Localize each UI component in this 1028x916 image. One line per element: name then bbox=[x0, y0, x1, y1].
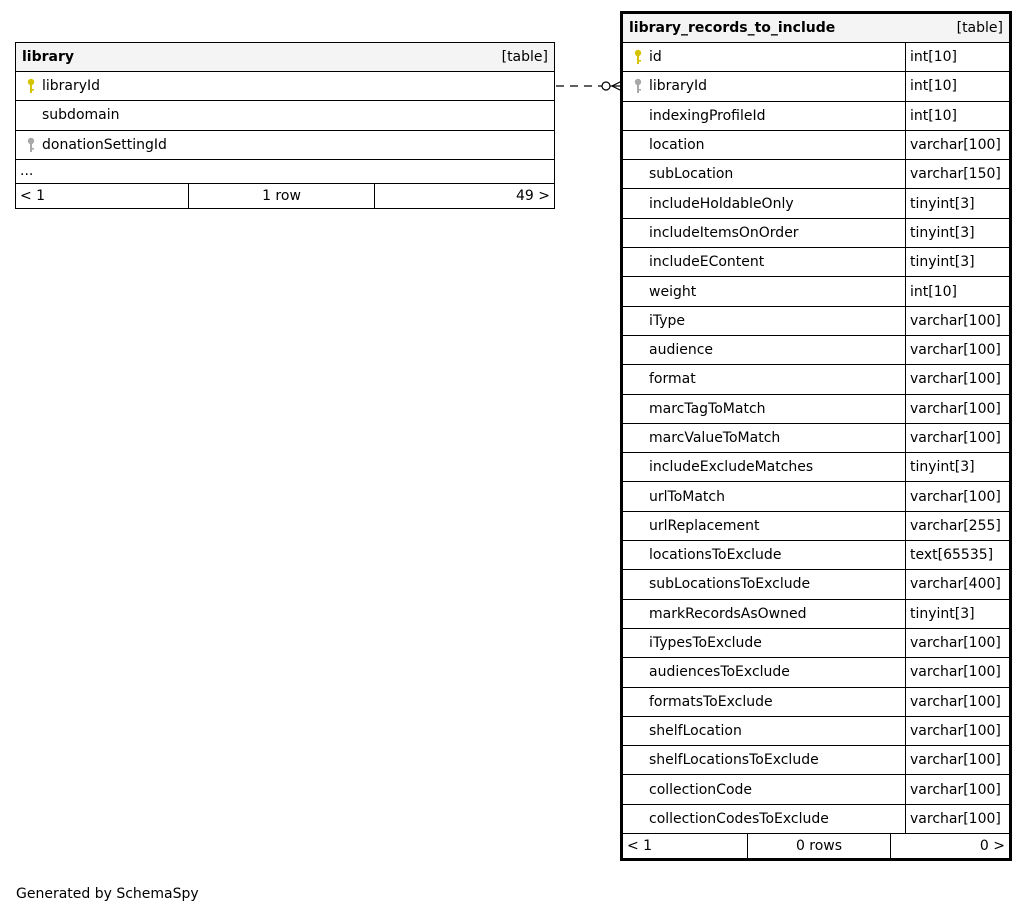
column-name-cell bbox=[623, 805, 905, 833]
column-row[interactable] bbox=[623, 570, 1009, 599]
column-name: includeEContent bbox=[649, 254, 765, 271]
column-row[interactable] bbox=[623, 160, 1009, 189]
column-name-cell bbox=[623, 219, 905, 247]
column-type: varchar[100] bbox=[905, 688, 1009, 716]
library-records-to-include-table[interactable] bbox=[620, 11, 1012, 861]
column-row[interactable] bbox=[16, 131, 554, 160]
column-row[interactable] bbox=[16, 101, 554, 130]
column-type: text[65535] bbox=[905, 541, 1009, 569]
column-row[interactable] bbox=[623, 541, 1009, 570]
column-type: varchar[100] bbox=[905, 395, 1009, 423]
column-row[interactable] bbox=[623, 629, 1009, 658]
foreign-key-icon bbox=[633, 78, 643, 94]
column-name: locationsToExclude bbox=[649, 547, 782, 564]
column-type: varchar[100] bbox=[905, 336, 1009, 364]
column-name: libraryId bbox=[649, 78, 708, 95]
column-row[interactable] bbox=[623, 365, 1009, 394]
column-type: int[10] bbox=[905, 72, 1009, 100]
column-name-cell bbox=[623, 160, 905, 188]
column-name-cell bbox=[623, 746, 905, 774]
column-type: varchar[100] bbox=[905, 131, 1009, 159]
column-name: markRecordsAsOwned bbox=[649, 605, 807, 622]
generated-by-note: Generated by SchemaSpy bbox=[16, 886, 199, 902]
column-row[interactable] bbox=[623, 805, 1009, 834]
column-name-cell bbox=[623, 277, 905, 305]
column-name-cell bbox=[623, 43, 905, 71]
column-name-cell bbox=[623, 102, 905, 130]
column-name-cell bbox=[623, 189, 905, 217]
column-name: audience bbox=[649, 342, 714, 359]
column-type: varchar[100] bbox=[905, 424, 1009, 452]
column-row[interactable] bbox=[623, 512, 1009, 541]
primary-key-icon bbox=[26, 78, 36, 94]
column-name: urlToMatch bbox=[649, 488, 725, 505]
column-type: varchar[100] bbox=[905, 307, 1009, 335]
column-type: tinyint[3] bbox=[905, 453, 1009, 481]
table-header bbox=[16, 43, 554, 72]
column-name: urlReplacement bbox=[649, 517, 760, 534]
column-name: subLocation bbox=[649, 166, 734, 183]
column-row[interactable] bbox=[623, 336, 1009, 365]
row-count: 0 rows bbox=[747, 834, 890, 858]
next-link[interactable]: 0 > bbox=[890, 834, 1009, 858]
column-name: indexingProfileId bbox=[649, 107, 766, 124]
column-row[interactable] bbox=[623, 43, 1009, 72]
column-name-cell bbox=[623, 688, 905, 716]
column-row[interactable] bbox=[623, 307, 1009, 336]
column-type: varchar[100] bbox=[905, 482, 1009, 510]
column-row[interactable] bbox=[623, 102, 1009, 131]
column-name: includeExcludeMatches bbox=[649, 459, 814, 476]
prev-link[interactable]: < 1 bbox=[20, 187, 46, 204]
column-type: int[10] bbox=[905, 102, 1009, 130]
column-name: audiencesToExclude bbox=[649, 664, 790, 681]
column-row[interactable] bbox=[623, 219, 1009, 248]
column-type: varchar[100] bbox=[905, 775, 1009, 803]
column-type: varchar[100] bbox=[905, 629, 1009, 657]
column-name: collectionCodesToExclude bbox=[649, 810, 829, 827]
table-name: library bbox=[22, 49, 75, 65]
column-name: id bbox=[649, 49, 662, 66]
next-link[interactable]: 49 > bbox=[374, 184, 554, 208]
column-name: subLocationsToExclude bbox=[649, 576, 811, 593]
column-type: tinyint[3] bbox=[905, 189, 1009, 217]
column-row[interactable] bbox=[623, 717, 1009, 746]
column-name: weight bbox=[649, 283, 697, 300]
table-footer bbox=[623, 834, 1009, 858]
column-type: tinyint[3] bbox=[905, 248, 1009, 276]
column-name: libraryId bbox=[42, 78, 101, 95]
library-table[interactable] bbox=[15, 42, 555, 209]
column-name-cell bbox=[623, 600, 905, 628]
column-row[interactable] bbox=[16, 72, 554, 101]
column-type: int[10] bbox=[905, 43, 1009, 71]
column-row[interactable] bbox=[623, 248, 1009, 277]
column-type: varchar[400] bbox=[905, 570, 1009, 598]
column-name: includeHoldableOnly bbox=[649, 195, 794, 212]
column-name: shelfLocation bbox=[649, 722, 742, 739]
column-name-cell bbox=[623, 365, 905, 393]
column-type: int[10] bbox=[905, 277, 1009, 305]
column-type: tinyint[3] bbox=[905, 219, 1009, 247]
column-name-cell bbox=[623, 248, 905, 276]
column-name-cell bbox=[623, 658, 905, 686]
column-name: donationSettingId bbox=[42, 136, 167, 153]
prev-link[interactable]: < 1 bbox=[627, 838, 653, 855]
table-kind: [table] bbox=[501, 49, 548, 65]
table-header bbox=[623, 14, 1009, 43]
column-name-cell bbox=[623, 453, 905, 481]
column-name-cell bbox=[623, 131, 905, 159]
column-name-cell bbox=[623, 72, 905, 100]
column-name: format bbox=[649, 371, 696, 388]
column-name-cell bbox=[16, 101, 554, 129]
column-row[interactable] bbox=[623, 746, 1009, 775]
column-row[interactable] bbox=[623, 131, 1009, 160]
column-name: marcTagToMatch bbox=[649, 400, 766, 417]
column-type: varchar[100] bbox=[905, 658, 1009, 686]
column-name-cell bbox=[623, 629, 905, 657]
column-row[interactable] bbox=[623, 277, 1009, 306]
column-row[interactable] bbox=[623, 775, 1009, 804]
column-name-cell bbox=[16, 131, 554, 159]
column-name: iType bbox=[649, 312, 686, 329]
column-row[interactable] bbox=[623, 72, 1009, 101]
column-name-cell bbox=[623, 775, 905, 803]
column-row[interactable] bbox=[623, 453, 1009, 482]
row-count: 1 row bbox=[188, 184, 374, 208]
table-footer bbox=[16, 184, 554, 208]
column-name-cell bbox=[623, 336, 905, 364]
column-name: subdomain bbox=[42, 107, 120, 124]
column-name: collectionCode bbox=[649, 781, 753, 798]
column-row[interactable] bbox=[623, 424, 1009, 453]
column-type: varchar[100] bbox=[905, 717, 1009, 745]
column-name-cell bbox=[623, 395, 905, 423]
column-name: shelfLocationsToExclude bbox=[649, 752, 819, 769]
column-type: varchar[100] bbox=[905, 805, 1009, 833]
column-type: varchar[100] bbox=[905, 365, 1009, 393]
column-type: varchar[150] bbox=[905, 160, 1009, 188]
column-type: varchar[255] bbox=[905, 512, 1009, 540]
column-row[interactable] bbox=[623, 395, 1009, 424]
column-name-cell bbox=[623, 541, 905, 569]
column-name: marcValueToMatch bbox=[649, 430, 781, 446]
column-row[interactable] bbox=[623, 482, 1009, 511]
column-row[interactable] bbox=[623, 688, 1009, 717]
table-kind: [table] bbox=[956, 20, 1003, 36]
column-name: includeItemsOnOrder bbox=[649, 224, 799, 241]
column-name-cell bbox=[623, 307, 905, 335]
column-name: iTypesToExclude bbox=[649, 635, 762, 652]
column-type: tinyint[3] bbox=[905, 600, 1009, 628]
column-row[interactable] bbox=[623, 658, 1009, 687]
foreign-key-icon bbox=[26, 137, 36, 153]
column-row[interactable] bbox=[623, 189, 1009, 218]
column-type: varchar[100] bbox=[905, 746, 1009, 774]
more-columns-ellipsis: ... bbox=[16, 160, 554, 184]
column-name: formatsToExclude bbox=[649, 693, 773, 710]
primary-key-icon bbox=[633, 49, 643, 65]
column-name-cell bbox=[623, 570, 905, 598]
column-name-cell bbox=[623, 482, 905, 510]
column-name: location bbox=[649, 137, 705, 154]
column-name-cell bbox=[623, 424, 905, 452]
column-name-cell bbox=[623, 512, 905, 540]
column-row[interactable] bbox=[623, 600, 1009, 629]
table-name: library_records_to_include bbox=[629, 20, 836, 36]
column-name-cell bbox=[623, 717, 905, 745]
column-name-cell bbox=[16, 72, 554, 100]
